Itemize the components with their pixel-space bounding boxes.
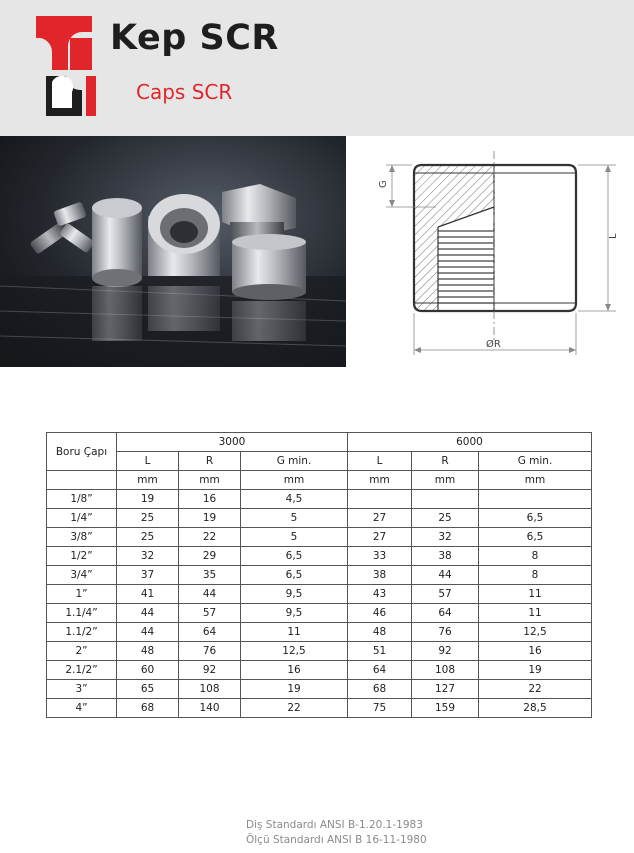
table-cell: 92 [412, 642, 479, 661]
column-header: L [117, 452, 179, 471]
column-header: L [348, 452, 412, 471]
table-cell: 4” [47, 699, 117, 718]
table-cell: 1.1/4” [47, 604, 117, 623]
unit-cell: mm [412, 471, 479, 490]
table-cell: 65 [117, 680, 179, 699]
table-cell: 3” [47, 680, 117, 699]
table-cell: 57 [179, 604, 241, 623]
table-cell: 75 [348, 699, 412, 718]
table-cell: 64 [348, 661, 412, 680]
unit-cell: mm [179, 471, 241, 490]
table-cell: 38 [348, 566, 412, 585]
table-cell: 64 [412, 604, 479, 623]
table-cell: 4,5 [241, 490, 348, 509]
table-cell: 22 [179, 528, 241, 547]
dim-r-label: ØR [486, 339, 501, 350]
table-cell: 92 [179, 661, 241, 680]
table-cell: 27 [348, 528, 412, 547]
thread-standard-text: Diş Standardı ANSI B-1.20.1-1983 [246, 819, 423, 831]
table-cell: 33 [348, 547, 412, 566]
table-cell: 1.1/2” [47, 623, 117, 642]
table-row [47, 490, 592, 509]
table-cell: 11 [479, 604, 592, 623]
page-header [0, 0, 634, 136]
table-row [47, 604, 592, 623]
table-cell: 5 [241, 528, 348, 547]
column-header: G min. [241, 452, 348, 471]
group-3000-header: 3000 [117, 433, 348, 452]
table-cell: 8 [479, 547, 592, 566]
table-cell: 6,5 [241, 566, 348, 585]
unit-cell: mm [479, 471, 592, 490]
table-cell: 6,5 [241, 547, 348, 566]
table-column-row [47, 452, 592, 471]
table-cell: 1/4” [47, 509, 117, 528]
technical-drawing [362, 143, 624, 365]
table-cell: 12,5 [241, 642, 348, 661]
table-row [47, 680, 592, 699]
table-row [47, 528, 592, 547]
table-cell: 11 [241, 623, 348, 642]
table-row [47, 661, 592, 680]
table-cell: 6,5 [479, 528, 592, 547]
table-unit-row [47, 471, 592, 490]
dim-g-label: G [378, 180, 389, 188]
table-row [47, 509, 592, 528]
table-cell: 48 [348, 623, 412, 642]
table-cell: 6,5 [479, 509, 592, 528]
group-6000-header: 6000 [348, 433, 592, 452]
table-cell: 38 [412, 547, 479, 566]
table-cell [479, 490, 592, 509]
table-cell: 2.1/2” [47, 661, 117, 680]
table-cell: 44 [117, 623, 179, 642]
table-cell: 76 [412, 623, 479, 642]
table-cell: 1/8” [47, 490, 117, 509]
table-cell: 3/8” [47, 528, 117, 547]
logo-icon [30, 12, 98, 120]
table-cell [348, 490, 412, 509]
table-cell: 37 [117, 566, 179, 585]
table-cell: 27 [348, 509, 412, 528]
unit-cell: mm [117, 471, 179, 490]
unit-cell [47, 471, 117, 490]
table-cell: 16 [479, 642, 592, 661]
table-cell: 16 [241, 661, 348, 680]
table-cell: 22 [241, 699, 348, 718]
dim-l-label: L [608, 233, 619, 239]
dimensions-table [46, 432, 592, 718]
table-cell: 1/2” [47, 547, 117, 566]
table-cell: 19 [479, 661, 592, 680]
table-cell: 140 [179, 699, 241, 718]
page-subtitle: Caps SCR [136, 80, 233, 104]
footer-standards [246, 818, 427, 848]
unit-cell: mm [348, 471, 412, 490]
table-cell: 32 [412, 528, 479, 547]
table-cell: 25 [412, 509, 479, 528]
column-header: G min. [479, 452, 592, 471]
table-row [47, 547, 592, 566]
table-group-row [47, 433, 592, 452]
table-cell: 44 [179, 585, 241, 604]
table-cell: 19 [179, 509, 241, 528]
table-cell: 108 [179, 680, 241, 699]
table-cell: 44 [412, 566, 479, 585]
table-cell: 68 [348, 680, 412, 699]
table-cell: 32 [117, 547, 179, 566]
table-cell: 48 [117, 642, 179, 661]
table-row [47, 585, 592, 604]
table-cell: 5 [241, 509, 348, 528]
column-header: R [179, 452, 241, 471]
table-cell: 76 [179, 642, 241, 661]
table-cell: 25 [117, 509, 179, 528]
table-cell: 159 [412, 699, 479, 718]
table-cell: 9,5 [241, 604, 348, 623]
table-cell: 44 [117, 604, 179, 623]
table-row [47, 699, 592, 718]
table-cell: 68 [117, 699, 179, 718]
table-cell: 12,5 [479, 623, 592, 642]
table-cell: 2” [47, 642, 117, 661]
table-cell: 46 [348, 604, 412, 623]
row-header-cell: Boru Çapı [47, 433, 117, 471]
table-cell: 8 [479, 566, 592, 585]
dimension-standard-text: Ölçü Standardı ANSI B 16-11-1980 [246, 834, 427, 846]
unit-cell: mm [241, 471, 348, 490]
table-cell: 35 [179, 566, 241, 585]
table-row [47, 623, 592, 642]
table-cell: 64 [179, 623, 241, 642]
table-cell: 11 [479, 585, 592, 604]
table-cell: 19 [117, 490, 179, 509]
table-cell: 22 [479, 680, 592, 699]
table-cell: 9,5 [241, 585, 348, 604]
table-cell: 25 [117, 528, 179, 547]
table-cell: 28,5 [479, 699, 592, 718]
column-header: R [412, 452, 479, 471]
table-cell: 3/4” [47, 566, 117, 585]
table-row [47, 642, 592, 661]
table-cell: 60 [117, 661, 179, 680]
product-photo [0, 136, 346, 367]
table-cell: 29 [179, 547, 241, 566]
table-cell: 43 [348, 585, 412, 604]
table-cell: 16 [179, 490, 241, 509]
table-cell: 57 [412, 585, 479, 604]
table-cell: 108 [412, 661, 479, 680]
table-cell: 19 [241, 680, 348, 699]
table-cell [412, 490, 479, 509]
table-row [47, 566, 592, 585]
table-cell: 51 [348, 642, 412, 661]
table-cell: 1” [47, 585, 117, 604]
table-cell: 41 [117, 585, 179, 604]
table-cell: 127 [412, 680, 479, 699]
page-title: Kep SCR [110, 18, 279, 58]
